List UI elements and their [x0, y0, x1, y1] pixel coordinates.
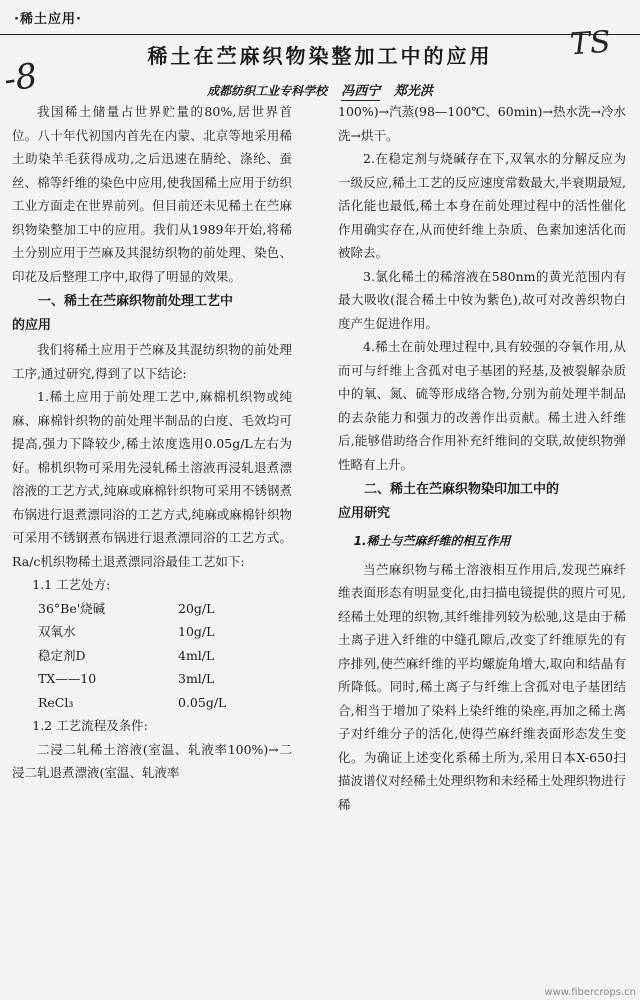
authors	[341, 84, 433, 99]
author-1: 冯西宁	[341, 84, 381, 99]
formula-row: 双氧水 10g/L	[38, 624, 215, 639]
subsection-1-text: 当苎麻织物与稀土溶液相互作用后,发现苎麻纤维表面形态有明显变化,由扫描电镜提供的照片可见,经稀土处理的织物,其纤维排列较为松驰,这是由于稀土离子进入纤维的中缝孔隙后,改变了纤维原先的有序排列,使苎麻纤维的平均螺旋角增大,取向和结晶有所降低。同时,稀土离子与纤维上含孤对电子基团结合,相当于增加了染料上染纤维的染座,再加之稀土离子对纤维分子的活化,使得苎麻纤维表面形态发生变化。为确证上述变化系稀土所为,采用日本X-650扫描波谱仪对经稀土处理织物和未经稀土处理织物进行稀	[338, 561, 626, 812]
section-2-heading: 二、稀土在苎麻织物染印加工中的 应用研究	[338, 482, 560, 521]
point-1: 1.稀土应用于前处理工艺中,麻棉机织物或纯麻、麻棉针织物的前处理半制品的白度、毛效均可提高,强力下降较少,稀土浓度选用0.05g/L左右为好。棉机织物可采用先浸轧稀土溶液再浸轧退煮漂溶液的工艺方式,纯麻或麻棉针织物可采用不锈钢煮布锅进行退煮漂同浴的工艺方式,纯麻或麻棉针织物可采用不锈钢煮布锅进行退煮漂同浴的工艺方式。Ra/c机织物稀土退煮漂同浴最佳工艺如下:	[12, 389, 292, 569]
process-text: 二浸二轧稀土溶液(室温、轧液率100%)→二浸二轧退煮漂液(室温、轧液率	[12, 741, 292, 780]
formula-row: 36°Be'烧碱 20g/L	[38, 600, 215, 616]
author-2: 郑光洪	[393, 84, 433, 99]
section-tag: ·稀土应用·	[14, 12, 82, 27]
formula-table	[38, 597, 226, 715]
right-column	[338, 100, 626, 816]
point-2: 2.在稳定剂与烧碱存在下,双氧水的分解反应为一级反应,稀土工艺的反应速度常数最大,半衰期最短,活化能也最低,稀土本身在前处理过程中的活性催化作用确实存在,从而使纤维上杂质、色素加速活化而被除去。	[338, 151, 626, 260]
point-3: 3.氯化稀土的稀溶液在580nm的黄光范围内有最大吸收(混合稀土中钕为紫色),故可对改善织物白度产生促进作用。	[338, 268, 626, 331]
intro-paragraph: 我国稀土储量占世界贮量的80%,居世界首位。八十年代初国内首先在内蒙、北京等地采用稀土助染羊毛获得成功,之后迅速在腈纶、涤纶、蚕丝、棉等纤维的染色中应用,使我国稀土应用于纺织工业方面走在世界前列。但目前还未见稀土在苎麻织物染整加工中的应用。我们从1989年开始,将稀土分别应用于苎麻及其混纺织物的前处理、染色、印花及后整理工序中,取得了明显的效果。	[12, 104, 292, 284]
article-title: 稀土在苎麻织物染整加工中的应用	[147, 44, 493, 68]
handwritten-note-left: -8	[1, 55, 40, 101]
subsection-1-heading: 1.稀土与苎麻纤维的相互作用	[353, 534, 511, 548]
header-rule	[0, 34, 640, 35]
handwritten-note-right: TS	[568, 24, 612, 63]
formula-row: ReCl₃ 0.05g/L	[38, 694, 227, 710]
process-heading: 1.2 工艺流程及条件:	[32, 718, 148, 733]
formula-row: 稳定剂D 4ml/L	[38, 647, 215, 663]
section-1-heading: 一、稀土在苎麻织物前处理工艺中 的应用	[12, 294, 234, 333]
formula-row: TX——10 3ml/L	[38, 671, 215, 686]
point-4: 4.稀土在前处理过程中,具有较强的夺氧作用,从而可与纤维上含孤对电子基团的羟基,及被裂解杂质中的氧、氮、硫等形成络合物,分别为前处理半制品的去杂能力和强力的改善作出贡献。稀土进入纤维后,能够借助络合作用补充纤维间的交联,故使织物弹性略有上升。	[338, 339, 626, 472]
process-continued: 100%)→汽蒸(98—100℃、60min)→热水洗→冷水洗→烘干。	[338, 104, 626, 143]
formula-heading: 1.1 工艺处方:	[32, 577, 111, 592]
byline	[0, 80, 640, 99]
site-watermark: www.fibercrops.cn	[544, 987, 636, 998]
left-column	[12, 100, 292, 785]
institution: 成都纺织工业专科学校	[207, 84, 328, 98]
section-1-intro: 我们将稀土应用于苎麻及其混纺织物的前处理工序,通过研究,得到了以下结论:	[12, 342, 292, 381]
